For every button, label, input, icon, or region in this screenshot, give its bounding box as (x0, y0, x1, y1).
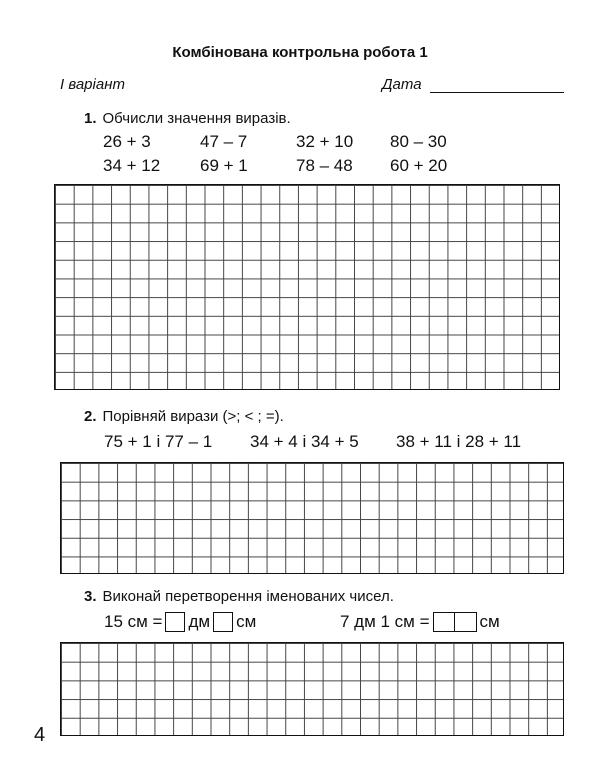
answer-box-cm[interactable] (213, 612, 233, 632)
answer-box-dm[interactable] (165, 612, 185, 632)
task-3-number: 3. (84, 588, 97, 605)
task-1-expression: 69 + 1 (200, 156, 248, 175)
task-2-heading (84, 408, 284, 425)
unit-cm: см (236, 612, 257, 631)
task-2-expression: 34 + 4 і 34 + 5 (250, 432, 359, 451)
page-number: 4 (34, 724, 46, 746)
worksheet-title: Комбінована контрольна робота 1 (172, 44, 428, 61)
task-1-expression: 32 + 10 (296, 132, 354, 151)
task-1-expression: 78 – 48 (296, 156, 353, 175)
task-1-answer-grid[interactable] (54, 184, 560, 390)
conversion-item-2 (340, 612, 500, 632)
conversion-2-value: 7 дм 1 см = (340, 612, 430, 631)
date-label: Дата (382, 76, 422, 93)
task-1-number: 1. (84, 110, 97, 127)
task-1-expression: 80 – 30 (390, 132, 447, 151)
task-2-number: 2. (84, 408, 97, 425)
task-2-answer-grid[interactable] (60, 462, 564, 574)
task-1-expression: 47 – 7 (200, 132, 248, 151)
date-blank-line (430, 78, 564, 93)
task-1-text: Обчисли значення виразів. (102, 110, 291, 127)
variant-label: І варіант (60, 76, 125, 93)
task-2-text: Порівняй вирази (>; < ; =). (102, 408, 284, 425)
conversion-item-1 (104, 612, 256, 632)
task-1-expression: 60 + 20 (390, 156, 448, 175)
answer-box-two-digit[interactable] (433, 612, 477, 632)
task-3-heading (84, 588, 394, 605)
date-field (382, 76, 564, 93)
task-2-expression: 75 + 1 і 77 – 1 (104, 432, 213, 451)
unit-dm: дм (188, 612, 211, 631)
task-2-expression: 38 + 11 і 28 + 11 (396, 432, 522, 451)
unit-cm: см (479, 612, 500, 631)
task-1-expression: 34 + 12 (103, 156, 161, 175)
task-3-text: Виконай перетворення іменованих чисел. (102, 588, 394, 605)
conversion-1-value: 15 см = (104, 612, 163, 631)
task-1-heading (84, 110, 291, 127)
task-3-answer-grid[interactable] (60, 642, 564, 736)
task-1-expression: 26 + 3 (103, 132, 151, 151)
